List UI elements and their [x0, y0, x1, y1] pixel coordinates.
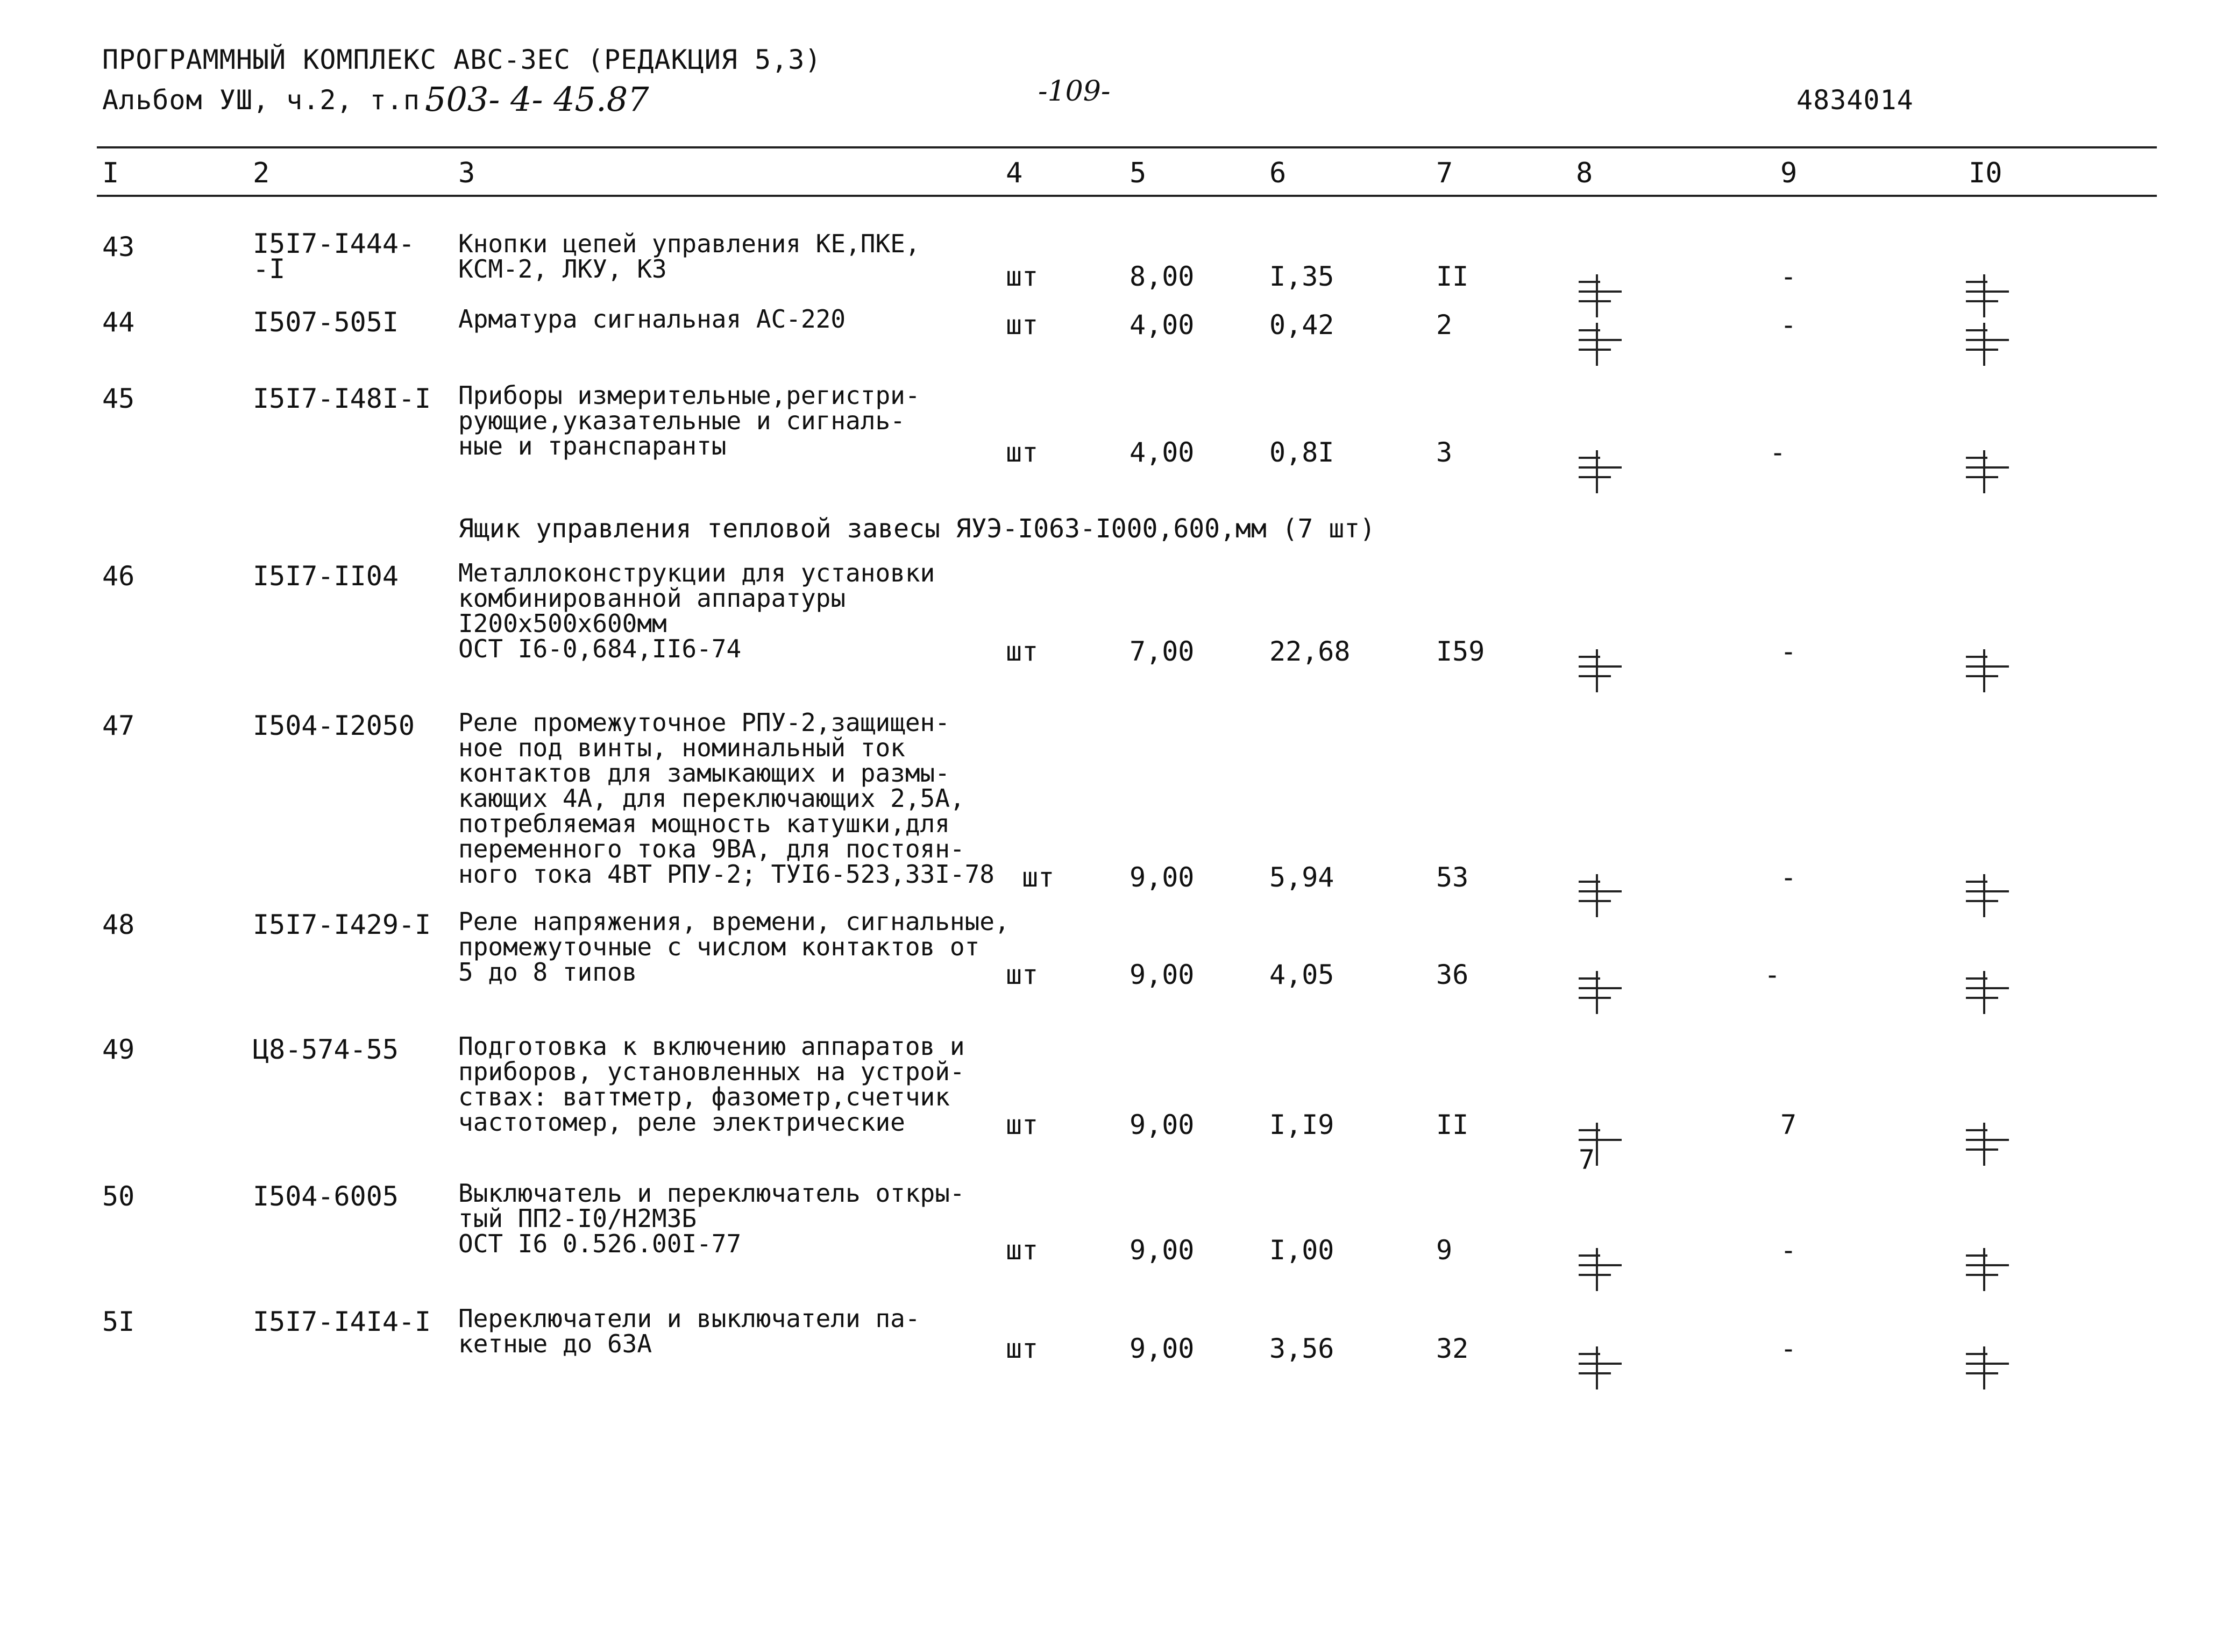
ditto-mark [1966, 450, 2014, 493]
row-col9: - [1780, 862, 1797, 893]
row-col6: 5,94 [1269, 862, 1334, 893]
ditto-mark [1966, 1123, 2014, 1166]
row-col6: 22,68 [1269, 636, 1351, 667]
column-header-3: 3 [458, 157, 475, 189]
row-description: Выключатель и переключатель откры- тый ПП2-I0/Н2М3Б ОСТ I6 0.526.00I-77 [458, 1179, 965, 1258]
row-quantity: 8,00 [1130, 261, 1195, 292]
row-col9: 7 [1780, 1109, 1797, 1140]
row-quantity: 7,00 [1130, 636, 1195, 667]
header-top-rule [97, 146, 2157, 148]
row-col7: 3 [1436, 437, 1453, 468]
row-code: I5I7-I444- -I [253, 228, 415, 285]
ditto-mark [1966, 649, 2014, 692]
row-description: Переключатели и выключатели па- кетные до 63А [458, 1304, 920, 1358]
row-col6: 4,05 [1269, 959, 1334, 990]
row-quantity: 4,00 [1130, 309, 1195, 341]
row-unit: шт [1006, 636, 1039, 667]
row-number: 50 [102, 1181, 135, 1212]
row-col6: I,I9 [1269, 1109, 1334, 1140]
row-unit: шт [1006, 1333, 1039, 1364]
row-description: Подготовка к включению аппаратов и приборов, установленных на устрой- ствах: ваттметр, фазометр,счетчик частотомер, реле электрические [458, 1032, 965, 1137]
ditto-mark [1966, 1248, 2014, 1291]
row-col8: 7 [1579, 1144, 1595, 1175]
row-quantity: 9,00 [1130, 1235, 1195, 1266]
row-col9: - [1780, 309, 1797, 341]
ditto-mark [1966, 1346, 2014, 1389]
row-col6: 3,56 [1269, 1333, 1334, 1364]
ditto-mark [1966, 874, 2014, 917]
row-number: 43 [102, 231, 135, 263]
row-col9: - [1780, 1235, 1797, 1266]
row-description: Металлоконструкции для установки комбинированной аппаратуры I200x500x600мм ОСТ I6-0,684,II6-74 [458, 558, 935, 663]
row-col7: 2 [1436, 309, 1453, 341]
row-description: Арматура сигнальная АС-220 [458, 304, 846, 334]
row-description: Реле промежуточное РПУ-2,защищен- ное под винты, номинальный ток контактов для замыкающих и размы- кающих 4А, для переключающих 2,5А, потребляемая мощность катушки,для переменного тока 9ВА, для постоян- ного тока 4ВТ РПУ-2; ТУI6-523,33I-78 [458, 708, 995, 889]
row-number: 48 [102, 909, 135, 940]
header-bottom-rule [97, 195, 2157, 197]
program-title: ПРОГРАММНЫЙ КОМПЛЕКС АВС-3ЕС (РЕДАКЦИЯ 5,3) [102, 44, 822, 75]
album-reference: Альбом УШ, ч.2, т.п. [102, 84, 437, 116]
ditto-mark [1579, 323, 1627, 366]
project-code: 503- 4- 45.87 [425, 80, 649, 119]
row-number: 45 [102, 383, 135, 414]
row-unit: шт [1006, 309, 1039, 341]
row-col7: II [1436, 261, 1469, 292]
row-description: Приборы измерительные,регистри- рующие,указательные и сигналь- ные и транспаранты [458, 381, 920, 460]
row-col9: - [1780, 261, 1797, 292]
column-header-2: 2 [253, 157, 270, 189]
row-unit: шт [1006, 959, 1039, 990]
row-number: 46 [102, 561, 135, 592]
row-col7: I59 [1436, 636, 1485, 667]
ditto-mark [1579, 1346, 1627, 1389]
row-number: 5I [102, 1306, 135, 1337]
row-col6: 0,8I [1269, 437, 1334, 468]
row-col9: - [1780, 636, 1797, 667]
row-unit: шт [1006, 1235, 1039, 1266]
row-number: 49 [102, 1034, 135, 1065]
row-unit: шт [1006, 261, 1039, 292]
row-number: 47 [102, 710, 135, 741]
row-number: 44 [102, 307, 135, 338]
row-quantity: 4,00 [1130, 437, 1195, 468]
row-unit: шт [1006, 437, 1039, 468]
row-col9: - [1780, 1333, 1797, 1364]
row-col6: 0,42 [1269, 309, 1334, 341]
row-unit: шт [1006, 1109, 1039, 1140]
column-header-10: I0 [1969, 157, 2002, 189]
section-title: Ящик управления тепловой завесы ЯУЭ-I063-I000,600,мм (7 шт) [458, 514, 1376, 544]
row-code: I5I7-II04 [253, 561, 399, 592]
ditto-mark [1966, 971, 2014, 1014]
row-col7: 53 [1436, 862, 1469, 893]
row-code: I5I7-I429-I [253, 909, 431, 940]
ditto-mark [1579, 971, 1627, 1014]
row-quantity: 9,00 [1130, 959, 1195, 990]
column-header-1: I [102, 157, 119, 189]
column-header-4: 4 [1006, 157, 1023, 189]
row-code: I507-505I [253, 307, 399, 338]
row-code: I5I7-I4I4-I [253, 1306, 431, 1337]
row-col7: 36 [1436, 959, 1469, 990]
row-col6: I,35 [1269, 261, 1334, 292]
row-code: I5I7-I48I-I [253, 383, 431, 414]
page-number: -109- [1038, 75, 1111, 108]
ditto-mark [1579, 450, 1627, 493]
row-quantity: 9,00 [1130, 862, 1195, 893]
row-description: Реле напряжения, времени, сигнальные, промежуточные с числом контактов от 5 до 8 типов [458, 907, 1010, 987]
ditto-mark [1579, 649, 1627, 692]
ditto-mark [1579, 274, 1627, 317]
row-description: Кнопки цепей управления КЕ,ПКЕ, КСМ-2, ЛКУ, КЗ [458, 229, 920, 283]
row-col9: - [1770, 437, 1786, 468]
row-col7: 9 [1436, 1235, 1453, 1266]
ditto-mark [1966, 274, 2014, 317]
row-quantity: 9,00 [1130, 1333, 1195, 1364]
column-header-7: 7 [1436, 157, 1453, 189]
row-unit: шт [1022, 862, 1055, 893]
row-code: I504-I2050 [253, 710, 415, 741]
document-number: 4834014 [1796, 84, 1914, 116]
row-col7: 32 [1436, 1333, 1469, 1364]
row-code: Ц8-574-55 [253, 1034, 399, 1065]
row-col7: II [1436, 1109, 1469, 1140]
ditto-mark [1966, 323, 2014, 366]
row-col9: - [1764, 959, 1781, 990]
row-code: I504-6005 [253, 1181, 399, 1212]
column-header-5: 5 [1130, 157, 1147, 189]
column-header-9: 9 [1780, 157, 1798, 189]
column-header-8: 8 [1576, 157, 1593, 189]
row-quantity: 9,00 [1130, 1109, 1195, 1140]
row-col6: I,00 [1269, 1235, 1334, 1266]
column-header-6: 6 [1269, 157, 1287, 189]
ditto-mark [1579, 1248, 1627, 1291]
ditto-mark [1579, 874, 1627, 917]
